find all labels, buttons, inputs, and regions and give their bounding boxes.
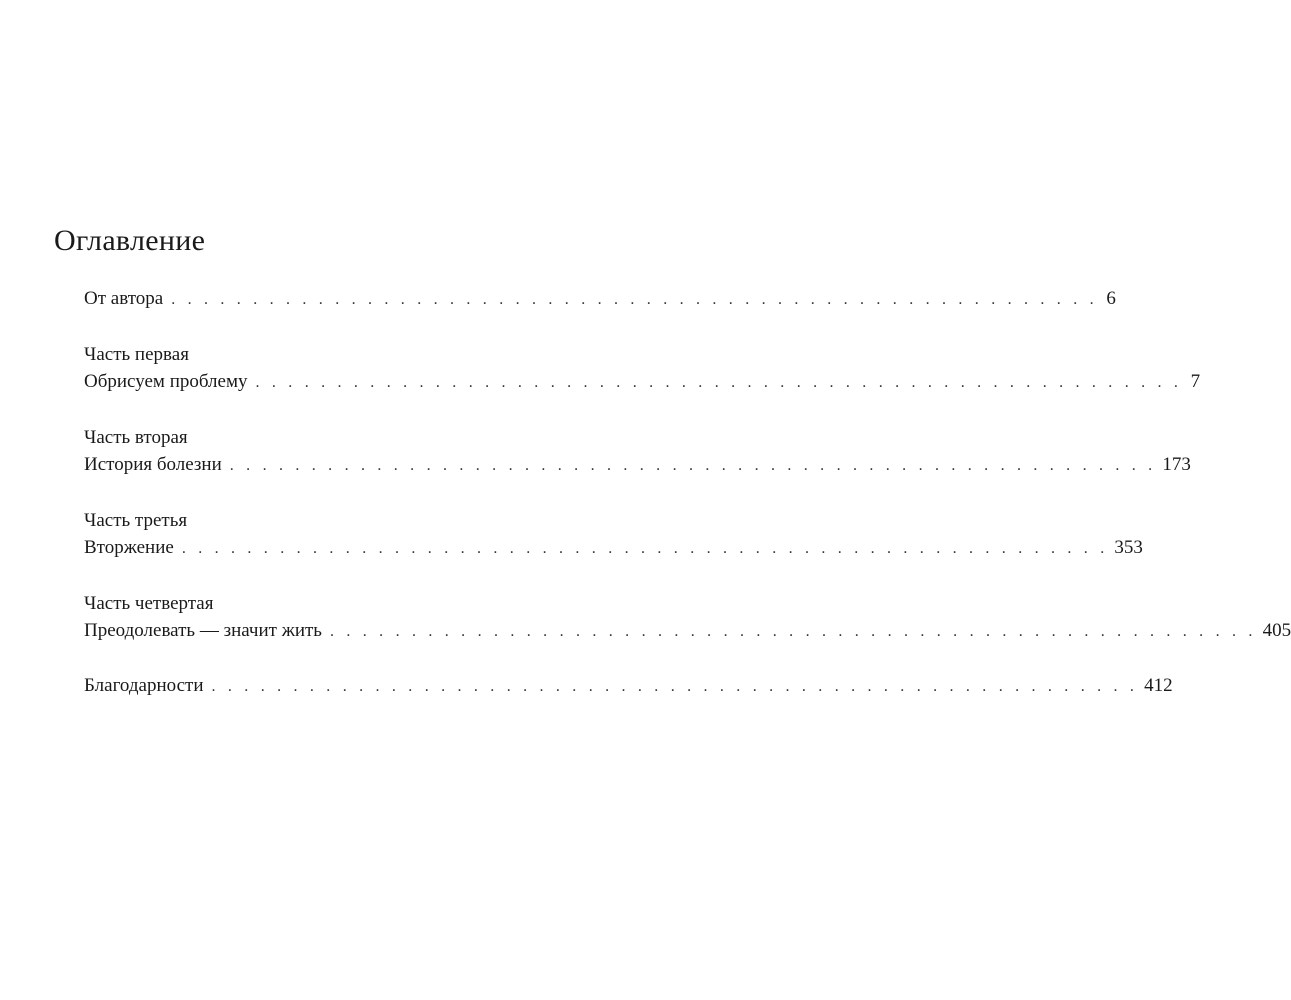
toc-page-number: 6 xyxy=(1106,288,1116,309)
toc-dot-leader: . . . . . . . . . . . . . . . . . . . . . . . . . . . . . . . . . . . . . . . . . . . . . . . . . . . . . . . . . xyxy=(229,457,1157,474)
toc-entry-title: Преодолевать — значит жить xyxy=(84,620,322,641)
toc-page-number: 353 xyxy=(1114,537,1143,558)
toc-part-label: Часть первая xyxy=(84,344,189,365)
toc-heading: Оглавление xyxy=(54,224,206,257)
toc-page-number: 173 xyxy=(1162,454,1191,475)
toc-dot-leader: . . . . . . . . . . . . . . . . . . . . . . . . . . . . . . . . . . . . . . . . . . . . . . . . . . . . . . . . . xyxy=(211,678,1139,695)
toc-part-label: Часть третья xyxy=(84,510,188,531)
toc-entry-part-one xyxy=(84,371,1201,394)
toc-entry-part-three xyxy=(84,537,1143,560)
toc-page-number: 412 xyxy=(1144,675,1173,696)
toc-entry-title: Обрисуем проблему xyxy=(84,371,248,392)
toc-entry-title: Благодарности xyxy=(84,675,204,696)
toc-part-label: Часть вторая xyxy=(84,427,188,448)
toc-dot-leader: . . . . . . . . . . . . . . . . . . . . . . . . . . . . . . . . . . . . . . . . . . . . . . . . . . . . . . . . . xyxy=(329,623,1257,640)
toc-entry-acknowledgements xyxy=(84,675,1173,698)
toc-part-label: Часть четвертая xyxy=(84,593,214,614)
toc-entry-from-author xyxy=(84,288,1116,311)
toc-entry-title: История болезни xyxy=(84,454,222,475)
toc-dot-leader: . . . . . . . . . . . . . . . . . . . . . . . . . . . . . . . . . . . . . . . . . . . . . . . . . . . . . . . . . xyxy=(171,291,1098,308)
toc-page-number: 7 xyxy=(1190,371,1201,392)
toc-entry-title: Вторжение xyxy=(84,537,174,558)
toc-entry-part-two xyxy=(84,454,1191,477)
toc-page-number: 405 xyxy=(1262,620,1291,641)
toc-entry-title: От автора xyxy=(84,288,164,309)
toc-dot-leader: . . . . . . . . . . . . . . . . . . . . . . . . . . . . . . . . . . . . . . . . . . . . . . . . . . . . . . . . . xyxy=(181,540,1109,557)
toc-dot-leader: . . . . . . . . . . . . . . . . . . . . . . . . . . . . . . . . . . . . . . . . . . . . . . . . . . . . . . . . . xyxy=(255,374,1183,391)
toc-entry-part-four xyxy=(84,620,1291,643)
